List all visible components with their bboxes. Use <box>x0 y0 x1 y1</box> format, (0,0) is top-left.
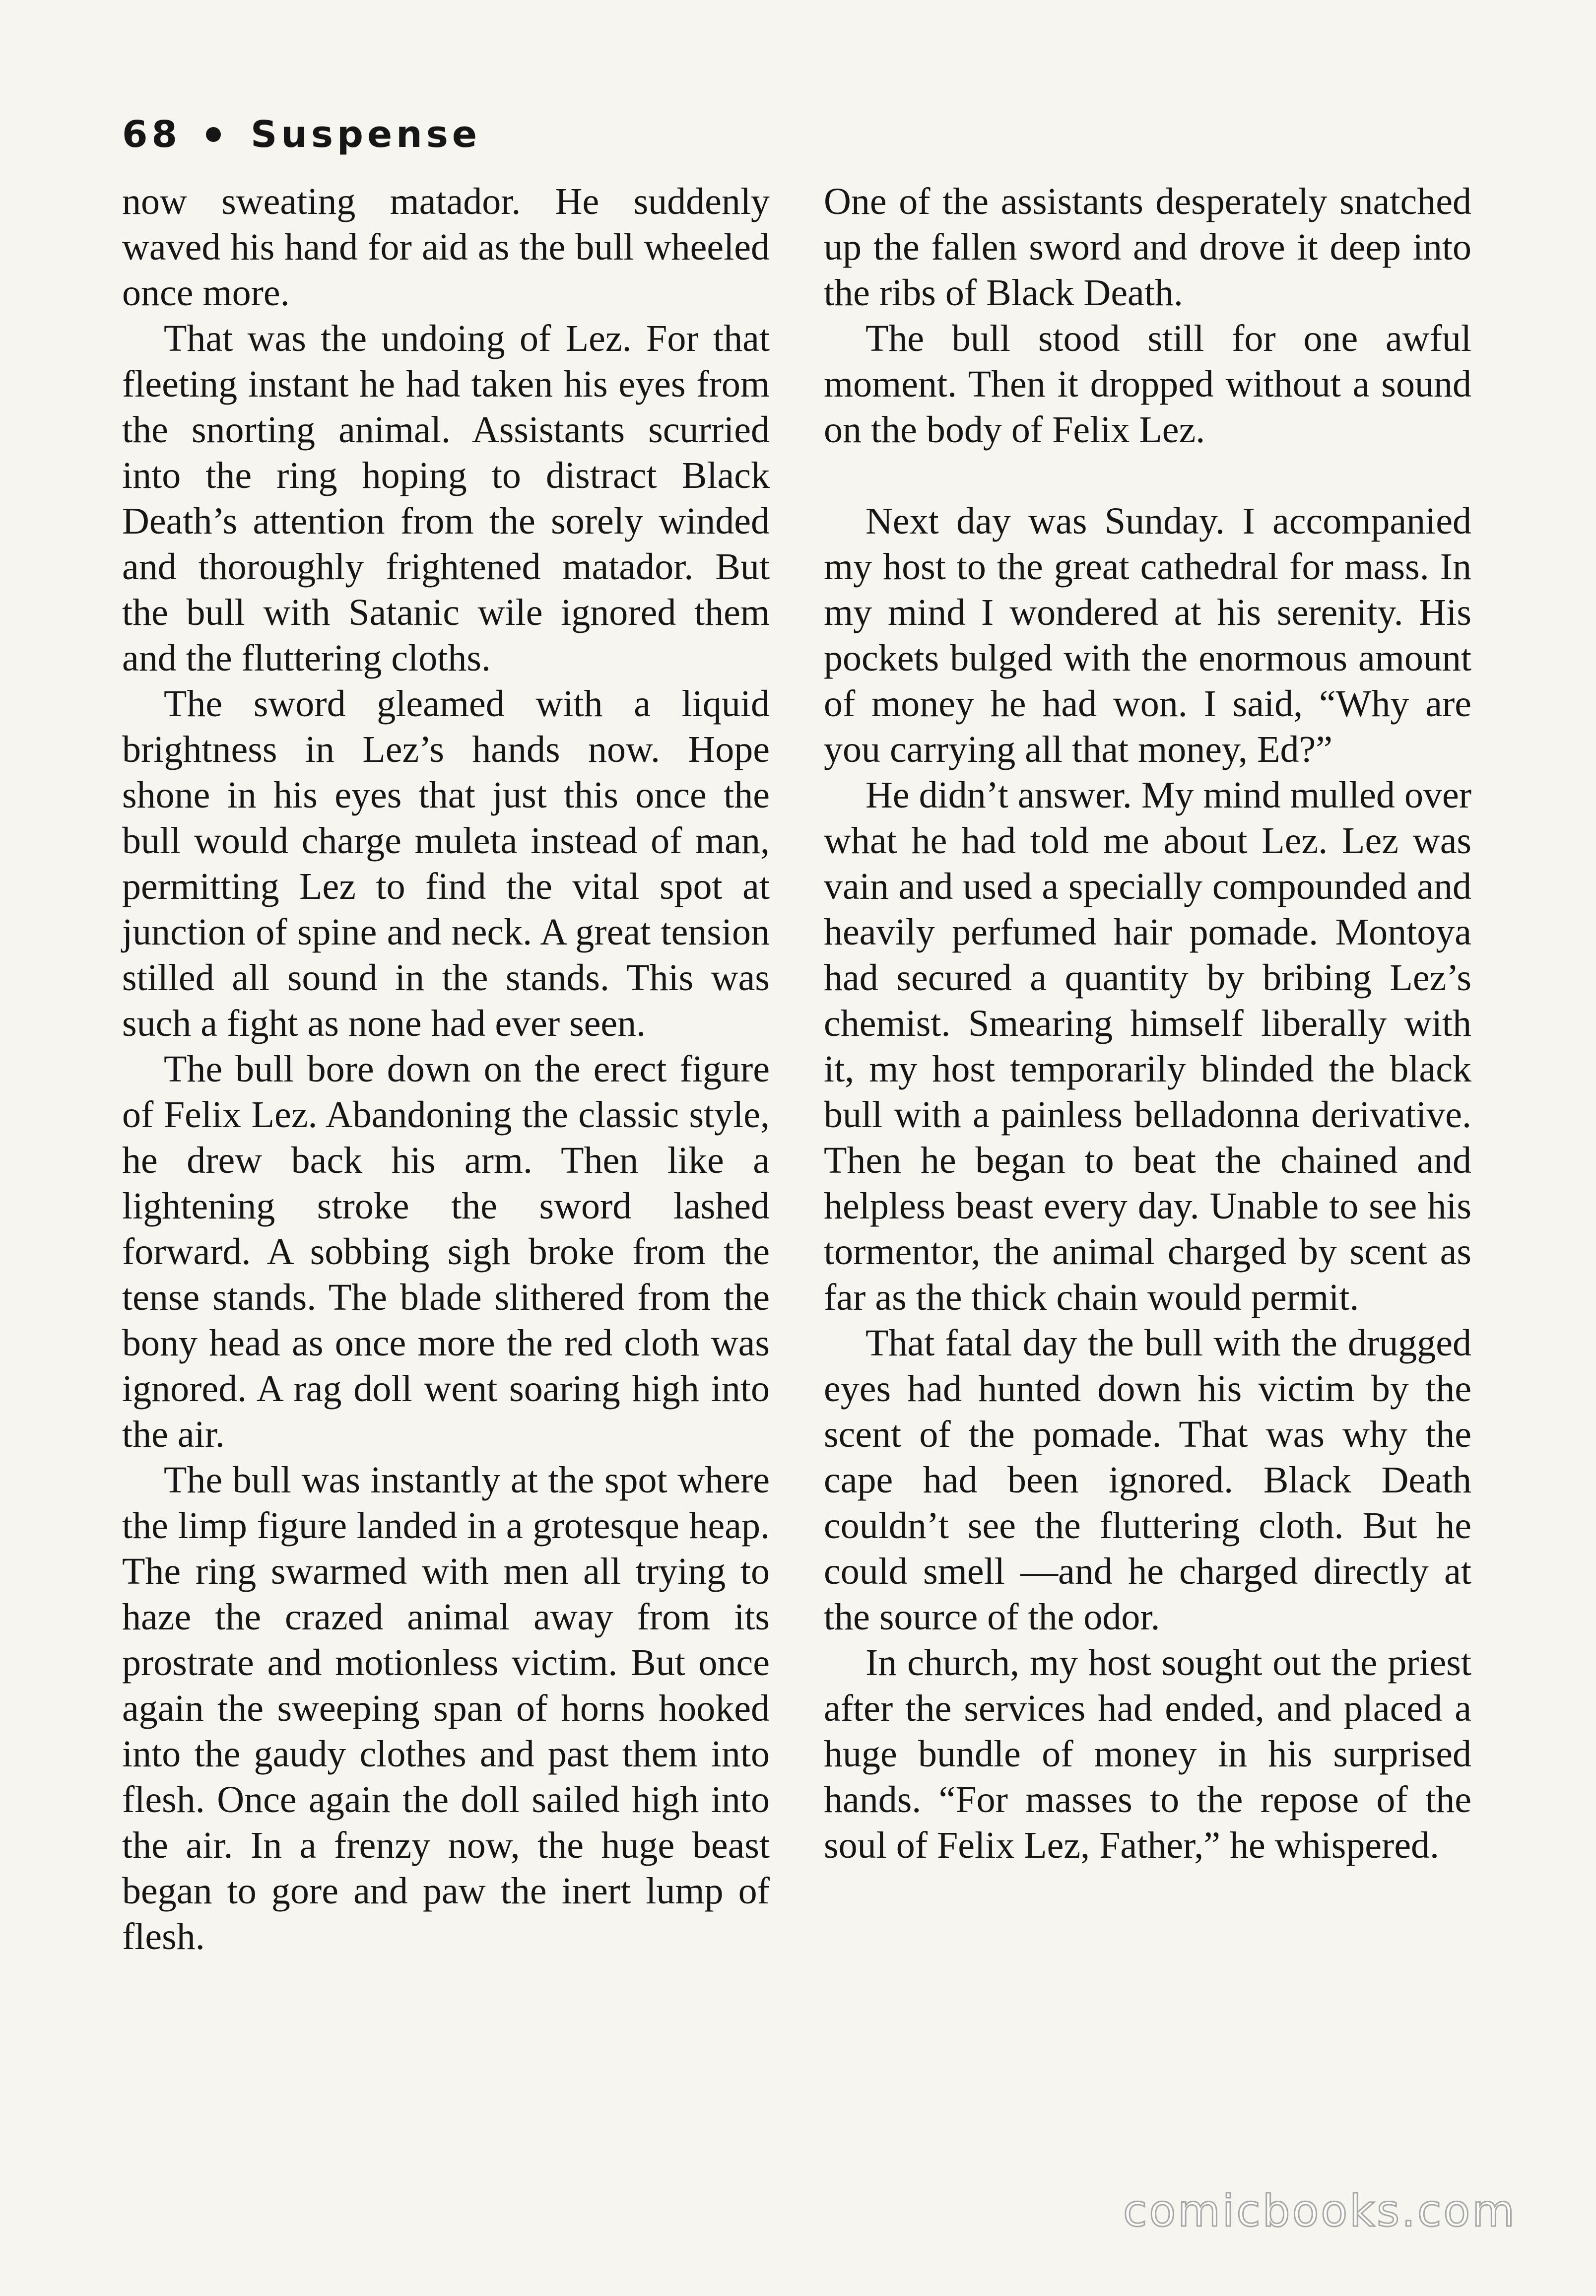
paragraph: The bull was instantly at the spot where the limp figure landed in a grotesque heap. The ring swarmed with men all trying to haze the crazed animal away from its prostrate and motionless victim. But once again the sweeping span of horns hooked into the gaudy clothes and past them into flesh. Once again the doll sailed high into the air. In a frenzy now, the huge beast began to gore and paw the inert lump of flesh. <box>122 1459 770 1958</box>
paragraph: In church, my host sought out the priest after the services had ended, and placed a huge bundle of money in his surprised hands. “For masses to the repose of the soul of Felix Lez, Father,” he whispered. <box>824 1642 1471 1866</box>
bullet-separator <box>206 127 221 142</box>
paragraph: The bull stood still for one awful moment. Then it dropped without a sound on the body of Felix Lez. <box>824 318 1471 451</box>
paragraph: He didn’t answer. My mind mulled over what he had told me about Lez. Lez was vain and used a specially compounded and heavily perfumed hair pomade. Montoya had secured a quantity by bribing Lez’s chemist. Smearing himself liberally with it, my host temporarily blinded the black bull with a painless belladonna derivative. Then he began to beat the chained and helpless beast every day. Unable to see his tormentor, the animal charged by scent as far as the thick chain would permit. <box>824 774 1471 1318</box>
paragraph: now sweating matador. He suddenly waved his hand for aid as the bull wheeled once more. <box>122 181 770 314</box>
page-number: 68 <box>122 113 181 156</box>
section-break <box>824 453 1471 498</box>
right-column <box>824 179 1471 1868</box>
paragraph: One of the assistants desperately snatched up the fallen sword and drove it deep into the ribs of Black Death. <box>824 181 1471 314</box>
left-column <box>122 179 770 1959</box>
paragraph: That fatal day the bull with the drugged eyes had hunted down his victim by the scent of the pomade. That was why the cape had been ignored. Black Death couldn’t see the fluttering cloth. But he could smell —and he charged directly at the source of the odor. <box>824 1322 1471 1638</box>
paragraph: The bull bore down on the erect figure of Felix Lez. Abandoning the classic style, he drew back his arm. Then like a lightening stroke the sword lashed forward. A sobbing sigh broke from the tense stands. The blade slithered from the bony head as once more the red cloth was ignored. A rag doll went soaring high into the air. <box>122 1048 770 1455</box>
paragraph: Next day was Sunday. I accompanied my host to the great cathedral for mass. In my mind I wondered at his serenity. His pockets bulged with the enormous amount of money he had won. I said, “Why are you carrying all that money, Ed?” <box>824 500 1471 770</box>
paragraph: That was the undoing of Lez. For that fleeting instant he had taken his eyes from the snorting animal. Assistants scurried into the ring hoping to distract Black Death’s attention from the sorely winded and thoroughly frightened matador. But the bull with Satanic wile ignored them and the fluttering cloths. <box>122 318 770 679</box>
watermark: comicbooks.com <box>1123 2185 1517 2236</box>
paragraph: The sword gleamed with a liquid brightness in Lez’s hands now. Hope shone in his eyes that just this once the bull would charge muleta instead of man, permitting Lez to find the vital spot at junction of spine and neck. A great tension stilled all sound in the stands. This was such a fight as none had ever seen. <box>122 683 770 1044</box>
magazine-title: Suspense <box>250 113 481 156</box>
running-header <box>122 112 481 157</box>
